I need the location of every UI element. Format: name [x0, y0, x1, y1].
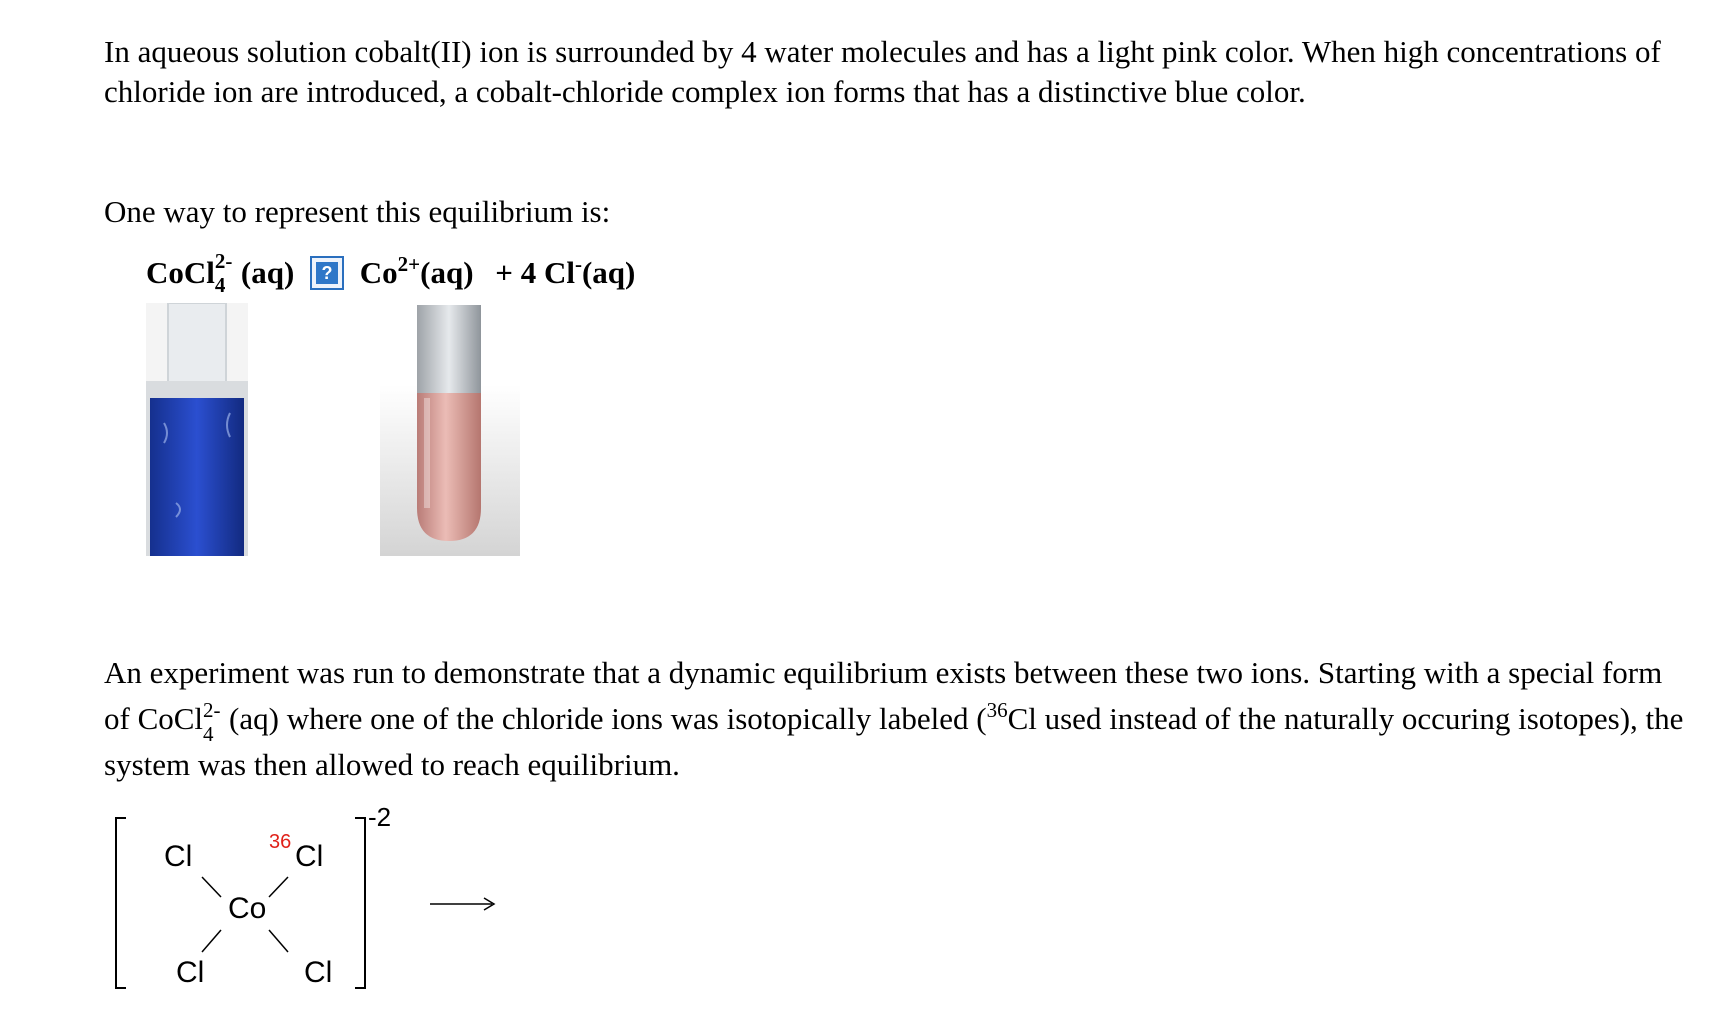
- represent-line: One way to represent this equilibrium is:: [104, 194, 611, 229]
- bond-bottom-left: [202, 930, 221, 952]
- isotope-mass-label: 36: [269, 831, 292, 853]
- cobalt-center: Co: [228, 892, 267, 925]
- bond-top-left: [202, 877, 221, 897]
- chlorine-bottom-left: Cl: [176, 956, 205, 989]
- product-cobalt-formula: $Co^{2+}(aq)$: [359, 251, 474, 290]
- left-bracket: [116, 818, 126, 988]
- broken-arrow-image-icon: ?: [310, 256, 344, 290]
- chlorine-top-right: Cl: [295, 840, 324, 873]
- intro-paragraph: In aqueous solution cobalt(II) ion is surrounded by 4 water molecules and has a light pink color. When high concentrations of chloride ion are introduced, a cobalt-chloride complex ion forms that has a distinctive blue color.: [104, 34, 1661, 109]
- bond-bottom-right: [269, 930, 288, 952]
- blue-liquid: [150, 398, 244, 556]
- reactant-formula: CoCl 2- 4 (aq): [146, 248, 295, 297]
- equilibrium-equation: [146, 248, 636, 297]
- bond-top-right: [269, 877, 288, 897]
- chlorine-bottom-right: Cl: [304, 956, 333, 989]
- product-chloride-formula: + 4 Cl-(aq): [495, 251, 636, 290]
- blue-solution-photo: [146, 303, 248, 556]
- pink-solution-photo: [380, 303, 520, 556]
- right-bracket: [355, 818, 365, 988]
- cocl4-structure-diagram: [110, 800, 550, 1000]
- charge-label: -2: [368, 802, 392, 832]
- chlorine-top-left: Cl: [164, 840, 193, 873]
- experiment-paragraph: An experiment was run to demonstrate that a dynamic equilibrium exists between these two ions. Starting with a special form of CoCl 2- 4 (aq) where one of the chloride ions was isotopically labeled ($^{36}$Cl used instead of the naturally occuring isotopes), the system was then allowed to reach equilibrium.: [104, 655, 1684, 782]
